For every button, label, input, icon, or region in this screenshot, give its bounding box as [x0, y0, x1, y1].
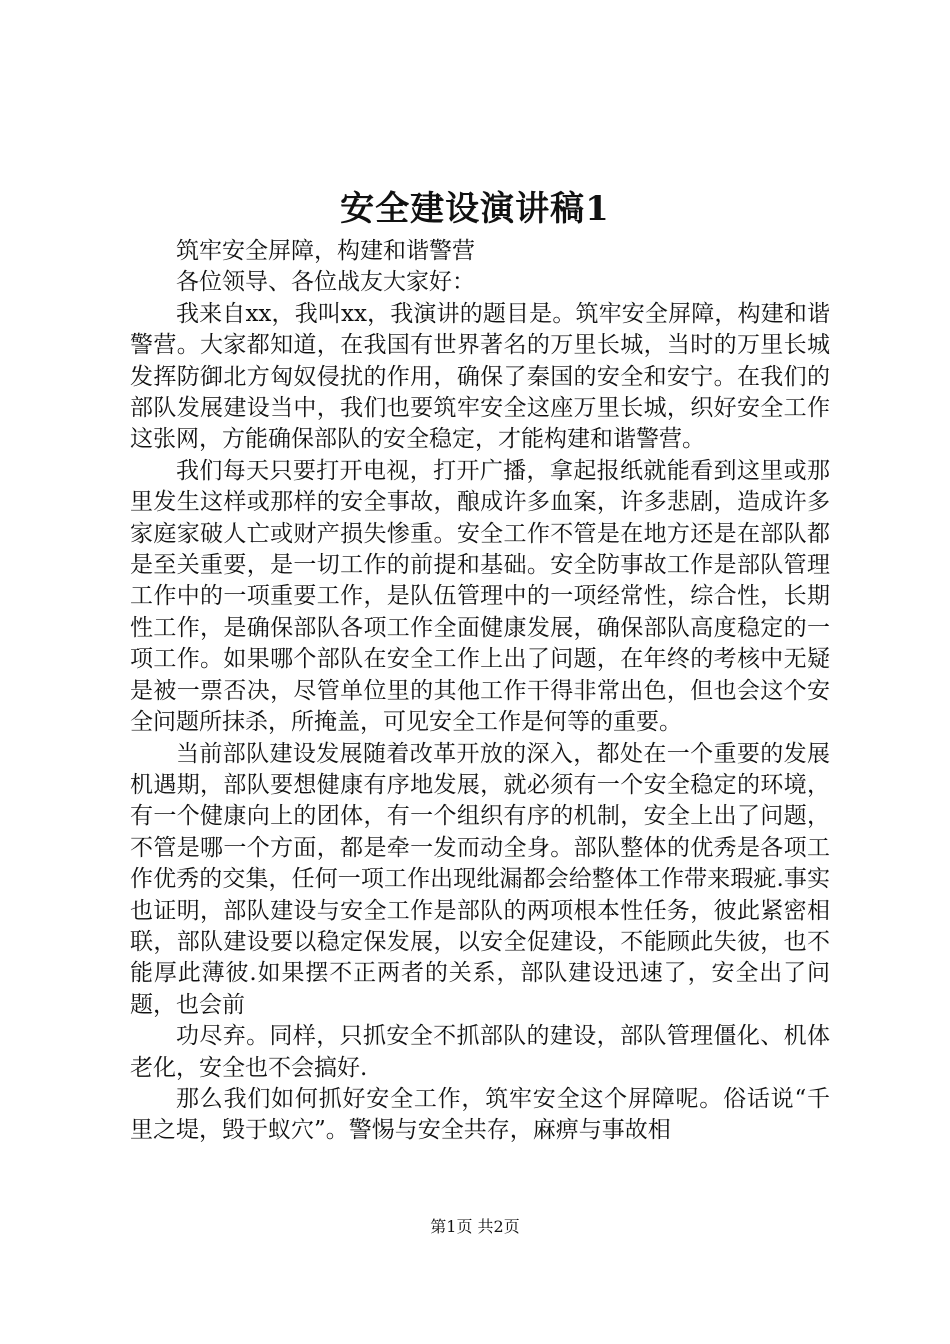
page-footer: 第1页 共2页 — [430, 1217, 520, 1236]
document-title: 安全建设演讲稿1 — [340, 189, 610, 229]
paragraph: 我来自xx，我叫xx，我演讲的题目是。筑牢安全屏障，构建和谐警营。大家都知道，在我国有世界著名的万里长城，当时的万里长城发挥防御北方匈奴侵扰的作用，确保了秦国的安全和安宁。在我们的部队发展建设当中，我们也要筑牢安全这座万里长城，织好安全工作这张网，方能确保部队的安全稳定，才能构建和谐警营。 — [130, 300, 830, 453]
paragraph: 那么我们如何抓好安全工作，筑牢安全这个屏障呢。俗话说“千里之堤，毁于蚁穴”。警惕与安全共存，麻痹与事故相 — [130, 1085, 830, 1144]
paragraph: 功尽弃。同样，只抓安全不抓部队的建设，部队管理僵化、机体老化，安全也不会搞好. — [130, 1023, 830, 1081]
paragraph: 我们每天只要打开电视，打开广播，拿起报纸就能看到这里或那里发生这样或那样的安全事故，酿成许多血案，许多悲剧，造成许多家庭家破人亡或财产损失惨重。安全工作不管是在地方还是在部队都是至关重要，是一切工作的前提和基础。安全防事故工作是部队管理工作中的一项重要工作，是队伍管理中的一项经常性，综合性，长期性工作，是确保部队各项工作全面健康发展，确保部队高度稳定的一项工作。如果哪个部队在安全工作上出了问题，在年终的考核中无疑是被一票否决，尽管单位里的其他工作干得非常出色，但也会这个安全问题所抹杀，所掩盖，可见安全工作是何等的重要。 — [130, 457, 830, 736]
document-body — [130, 236, 830, 1147]
paragraph: 当前部队建设发展随着改革开放的深入，都处在一个重要的发展机遇期，部队要想健康有序地发展，就必须有一个安全稳定的环境，有一个健康向上的团体，有一个组织有序的机制，安全上出了问题，不管是哪一个方面，都是牵一发而动全身。部队整体的优秀是各项工作优秀的交集，任何一项工作出现纰漏都会给整体工作带来瑕疵.事实也证明，部队建设与安全工作是部队的两项根本性任务，彼此紧密相联，部队建设要以稳定保发展，以安全促建设，不能顾此失彼，也不能厚此薄彼.如果摆不正两者的关系，部队建设迅速了，安全出了问题，也会前 — [130, 740, 830, 1018]
paragraph-subtitle: 筑牢安全屏障，构建和谐警营 — [176, 238, 475, 264]
paragraph-greeting: 各位领导、各位战友大家好： — [176, 269, 475, 296]
